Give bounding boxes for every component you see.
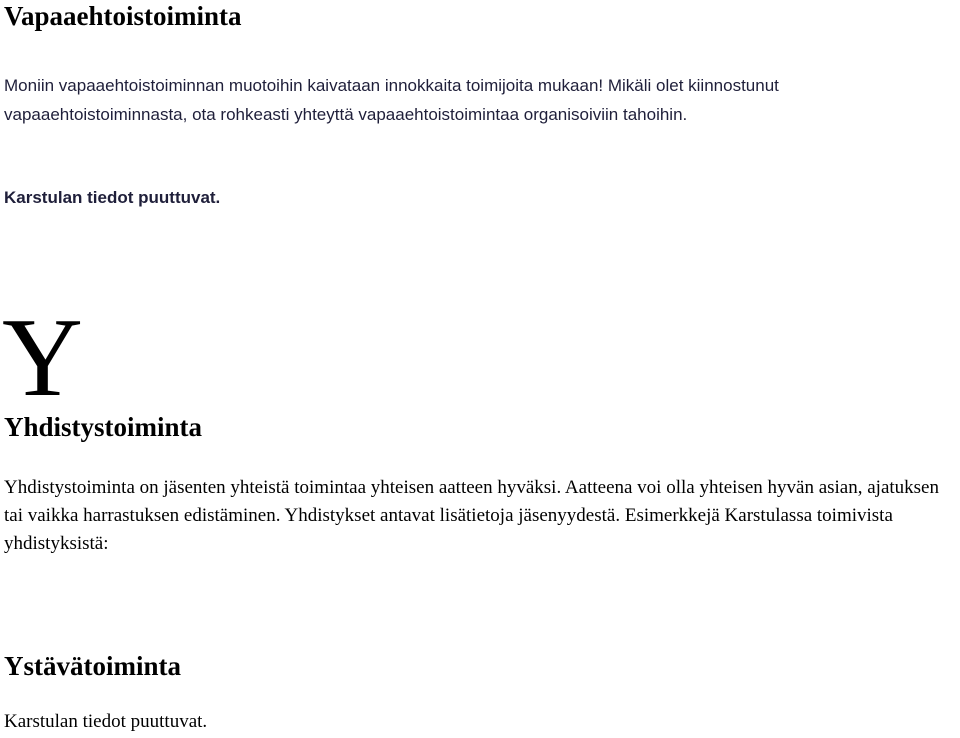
associations-heading: Yhdistystoiminta: [4, 412, 203, 442]
associations-body: Yhdistystoiminta on jäsenten yhteistä toimintaa yhteisen aatteen hyväksi. Aatteena voi olla yhteisen hyvän asian, ajatuksen tai vaikka harrastuksen edistäminen. Yhdistykset antavat lisätietoja jäsenyydestä. Esimerkkejä Karstulassa toimivista yhdistyksistä:: [4, 477, 939, 554]
index-letter: Y: [2, 296, 83, 420]
friendship-missing-notice: Karstulan tiedot puuttuvat.: [4, 711, 208, 732]
friendship-heading: Ystävätoiminta: [4, 651, 181, 681]
volunteer-heading: Vapaaehtoistoiminta: [4, 1, 242, 31]
volunteer-missing-notice: Karstulan tiedot puuttuvat.: [4, 188, 221, 207]
volunteer-intro: Moniin vapaaehtoistoiminnan muotoihin kaivataan innokkaita toimijoita mukaan! Mikäli olet kiinnostunut vapaaehtoistoiminnasta, ota rohkeasti yhteyttä vapaaehtoistoimintaa organisoiviin tahoihin.: [4, 76, 779, 124]
